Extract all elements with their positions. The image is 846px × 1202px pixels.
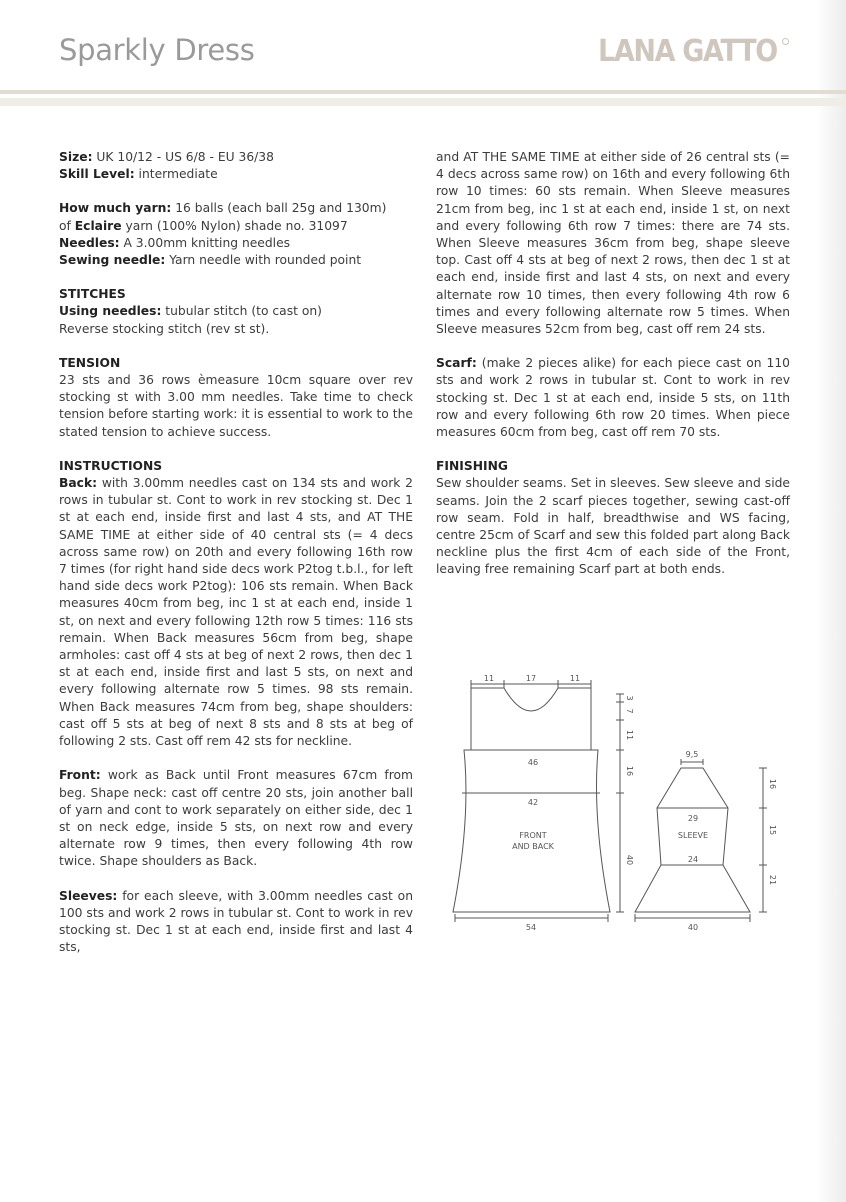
sleeve-outline (635, 768, 750, 912)
dim-hem-width: 54 (525, 923, 537, 932)
skill-line: Skill Level: intermediate (59, 167, 218, 182)
right-column (436, 149, 790, 579)
schematic-diagram (450, 660, 780, 945)
sleeve-dim-mid: 29 (687, 814, 699, 823)
sleeve-dim-hem: 40 (687, 923, 699, 932)
sleeves-paragraph: Sleeves: for each sleeve, with 3.00mm needles cast on 100 sts and work 2 rows in tubular st. Cont to work in rev stocking st. Dec 1 st at each end, inside first and last 4 sts, (59, 888, 413, 955)
page-edge-shadow (816, 0, 846, 1202)
dim-top-left: 11 (483, 674, 495, 683)
dim-height-low: 40 (625, 854, 634, 866)
dim-upper-width: 46 (527, 758, 539, 767)
front-paragraph: Front: work as Back until Front measures 67cm from beg. Shape neck: cast off centre 20 sts, join another ball of yarn and cont to work separately on either side, dec 1 st on neck edge, inside 5 sts, on next row and every alternate row 9 times, then every following 4th row twice. Shape shoulders as Back. (59, 768, 413, 869)
stitches-heading: STITCHES (59, 287, 126, 302)
finishing-text: Sew shoulder seams. Set in sleeves. Sew sleeve and side seams. Join the 2 scarf pieces together, sewing cast-off row seam. Fold in half, breadthwise and WS facing, centre 25cm of Scarf and sew this folded part along Back neckline plus the first 4cm of each side of the Front, leaving free remaining Scarf part at both ends. (436, 476, 790, 577)
page-title: Sparkly Dress (59, 33, 255, 67)
back-paragraph: Back: with 3.00mm needles cast on 134 sts and work 2 rows in tubular st. Cont to work in rev stocking st. Dec 1 st at each end, inside first and last 4 sts, and AT THE SAME TIME at either side of 40 central sts (= 4 decs across same row) on 20th and every following 16th row 7 times (for right hand side decs work P2tog t.b.l., for left hand side decs work P2tog): 106 sts remain. When Back measures 40cm from beg, inc 1 st at each end, inside 1 st, on next and every following 12th row 5 times: 116 sts remain. When Back measures 56cm from beg, shape armholes: cast off 4 sts at beg of next 2 rows, then dec 1 st at each end, inside first and last 5 sts, on next and every following alternate row 5 times. 98 sts remain. When Back measures 74cm from beg, shape shoulders: cast off 5 sts at beg of next 8 sts and 8 sts at beg of following 2 sts. Cast off rem 42 sts for neckline. (59, 476, 413, 749)
dim-top-mid: 17 (525, 674, 537, 683)
sleeve-dim-low: 24 (687, 855, 699, 864)
dim-waist-width: 42 (527, 798, 539, 807)
sleeve-label: SLEEVE (677, 831, 709, 840)
sleeve-dim-top: 9,5 (685, 750, 699, 759)
sleeve-height-mid: 15 (768, 824, 777, 836)
dim-height-top: 3 (625, 695, 634, 701)
header-rule-band (0, 98, 846, 106)
dim-height-neck: 7 (625, 708, 634, 714)
dim-height-arm: 11 (625, 729, 634, 741)
dim-top-right: 11 (569, 674, 581, 683)
tension-text: 23 sts and 36 rows èmeasure 10cm square over rev stocking st with 3.00 mm needles. Take time to check tension before starting work: it is essential to work to the stated tension to achieve success. (59, 373, 413, 439)
body-label-back: AND BACK (512, 842, 554, 851)
tension-heading: TENSION (59, 355, 121, 370)
size-line: Size: UK 10/12 - US 6/8 - EU 36/38 (59, 150, 274, 164)
needles-line: Needles: A 3.00mm knitting needles (59, 235, 291, 250)
yarn-detail-line: of Eclaire yarn (100% Nylon) shade no. 31097 (59, 218, 348, 233)
using-needles-line: Using needles: tubular stitch (to cast on) (59, 304, 322, 319)
left-column (59, 149, 413, 956)
sewing-needle-line: Sewing needle: Yarn needle with rounded point (59, 253, 362, 268)
sleeve-height-cap: 16 (768, 778, 777, 790)
instructions-heading: INSTRUCTIONS (59, 458, 163, 473)
finishing-heading: FINISHING (436, 459, 508, 474)
header-rule (0, 90, 846, 94)
sleeves-continued-paragraph: and AT THE SAME TIME at either side of 26 central sts (= 4 decs across same row) on 16th and every following 6th row 10 times: 60 sts remain. When Sleeve measures 21cm from beg, inc 1 st at each end, inside 1 st, on next and every following 6th row 7 times: there are 74 sts. When Sleeve measures 36cm from beg, shape sleeve top. Cast off 4 sts at beg of next 2 rows, then dec 1 st at each end, inside first and last 4 sts, on next and every alternate row 10 times, then every following 4th row 6 times and every following alternate row 5 times. When Sleeve measures 52cm from beg, cast off rem 24 sts. (436, 150, 790, 337)
sleeve-height-low: 21 (768, 874, 777, 886)
dim-height-mid: 16 (625, 765, 634, 777)
scarf-paragraph: Scarf: (make 2 pieces alike) for each piece cast on 110 sts and work 2 rows in tubular st. Cont to work in rev stocking st. Dec 1 st at each end, inside 5 sts, on 11th row and every following 6th row 20 times. When piece measures 60cm from beg, cast off rem 70 sts. (436, 356, 790, 440)
yarn-line: How much yarn: 16 balls (each ball 25g and 130m) (59, 201, 387, 216)
body-label-front: FRONT (519, 831, 547, 840)
rev-stitch-line: Reverse stocking stitch (rev st st). (59, 321, 270, 336)
registered-mark-icon (782, 38, 789, 45)
brand-logo: LANA GATTO (598, 34, 777, 69)
